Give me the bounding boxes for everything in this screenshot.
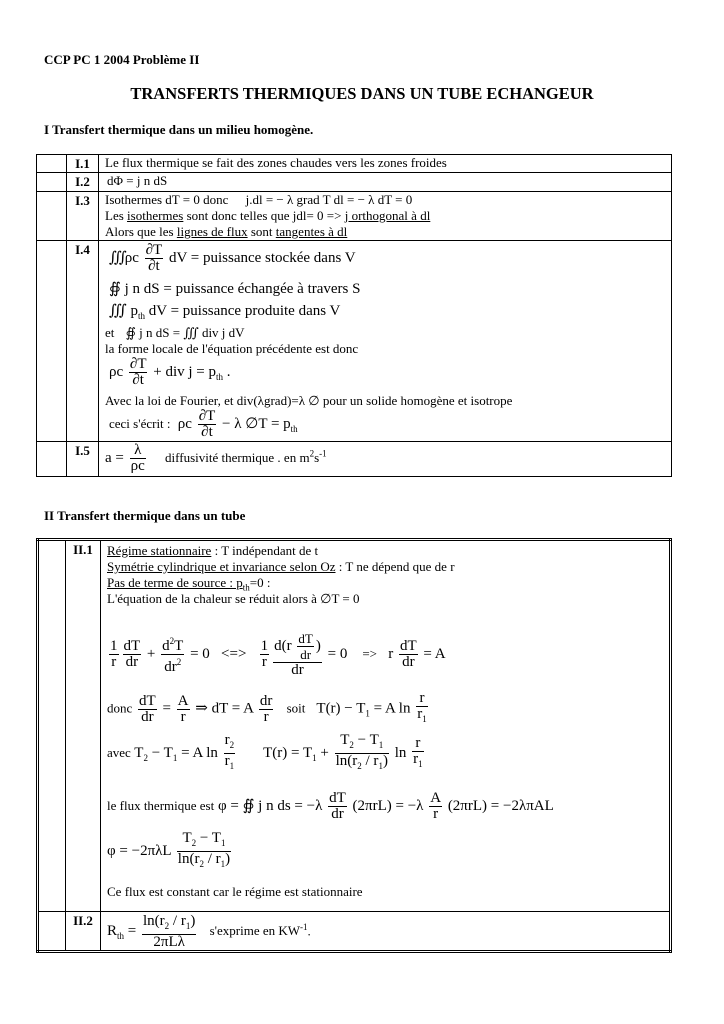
I4-content xyxy=(105,241,671,441)
stored-power-equation: ∭ρc $\frac{\partial T}{\partial t}$ dV = puissance stockée dans V xyxy=(109,242,356,274)
row-label: I.2 xyxy=(67,173,99,192)
text-underlined: j orthogonal à dl xyxy=(344,208,431,223)
diffusivity-line: a = $\frac{\lambda}{\rho c}$ diffusivité thermique . en $m^2s^{-1}$ xyxy=(105,442,327,474)
local-form-text: la forme locale de l'équation précédente est donc xyxy=(105,341,359,356)
local-heat-equation: ρc $\frac{\partial T}{\partial t}$ + div $j = p_{th}$ . xyxy=(109,356,231,388)
fourier-text: Avec la loi de Fourier, et div(λgrad)=λ ∅ pour un solide homogène et isotrope xyxy=(105,393,513,408)
isotherm-equation: j.dl = − λ grad T dl = − λ dT = 0 xyxy=(245,192,413,207)
text: Alors que les xyxy=(105,224,177,239)
laplace-line: L'équation de la chaleur se réduit alors à ∅T = 0 xyxy=(107,591,360,606)
text-underlined: tangentes à dl xyxy=(275,224,348,239)
row-label: II.1 xyxy=(66,540,101,912)
table-row-I1 xyxy=(37,155,672,173)
II1-content xyxy=(107,541,669,911)
isotherm-text: Isothermes dT = 0 donc xyxy=(105,192,229,207)
radial-equation: $\frac{1}{r}$ $\frac{dT}{dr}$ + $\frac{d^2T}{dr^2}$ = 0 <=> $\frac{1}{r}$ d(r $\frac{dT}{dr}$ ) dr = 0 => r $\frac{dT}{dr}$ = A xyxy=(110,631,446,678)
table-part-2 xyxy=(36,538,672,953)
page-title: TRANSFERTS THERMIQUES DANS UN TUBE ECHANGEUR xyxy=(130,84,594,103)
thermal-flux-line: le flux thermique est φ = ∯ j n ds = −λ $\frac{dT}{dr}$ (2πrL) = −λ $\frac{A}{r}$ (2πrL) = −2λπAL xyxy=(107,790,554,822)
document-header: CCP PC 1 2004 Problème II xyxy=(44,52,200,67)
temperature-profile-line: avec $T_2 - T_1 = A$ ln $\frac{r_2}{r_1}$ $T(r) = T_1$ + $\frac{T_2 - T_1}{\ln(r_2 / r_1)}$ ln $\frac{r}{r_1}$ xyxy=(107,732,423,771)
text: Les xyxy=(105,208,128,223)
produced-power-equation: ∭ $p_{th}$ dV = puissance produite dans V xyxy=(109,303,341,321)
table-row-II1 xyxy=(38,540,671,912)
balance-line: et ∯ j n dS = ∭ div j dV xyxy=(105,325,245,340)
row-label: II.2 xyxy=(66,912,101,952)
no-source-line: Pas de terme de source : $p_{th}=0$ : xyxy=(107,575,271,593)
symmetry-line: Symétrie cylindrique et invariance selon Oz : T ne dépend que de r xyxy=(107,559,455,574)
table-row-I3 xyxy=(37,192,672,241)
table-row-II2 xyxy=(38,912,671,952)
thermal-resistance-line: $R_{th}$ = $\frac{\ln(r_2 / r_1)}{\text{2πLλ}}$ s'exprime en $KW^{-1}$. xyxy=(107,913,311,950)
stationary-line: Régime stationnaire : T indépendant de t xyxy=(107,543,319,558)
flux-equation: dΦ = j n dS xyxy=(107,173,168,188)
section-heading-1: I Transfert thermique dans un milieu homogène. xyxy=(44,122,314,137)
text: sont xyxy=(247,224,276,239)
row-label: I.5 xyxy=(67,442,99,477)
text: sont donc telles que jdl= 0 => xyxy=(183,208,345,223)
flux-result-line: φ = −2πλL $\frac{T_2 - T_1}{\ln(r_2 / r_1)}$ xyxy=(107,830,231,869)
text-underlined: isothermes xyxy=(127,208,184,223)
text-underlined: lignes de flux xyxy=(176,224,248,239)
row-label: I.1 xyxy=(67,155,99,173)
table-part-1 xyxy=(36,154,672,477)
exchanged-power-equation: ∯ j n dS = puissance échangée à travers S xyxy=(109,281,361,297)
row-text: Le flux thermique se fait des zones chaudes vers les zones froides xyxy=(105,155,447,170)
row-label: I.3 xyxy=(67,192,99,241)
integration-line: donc $\frac{dT}{dr}$ = $\frac{A}{r}$ ⇒ dT = A $\frac{dr}{r}$ soit $T(r) - T_1 = A$ ln $\frac{r}{r_1}$ xyxy=(107,690,427,725)
heat-equation-line: ceci s'écrit : ρc $\frac{\partial T}{\partial t}$ − λ ∅T = $p_{th}$ xyxy=(109,408,298,440)
table-row-I2 xyxy=(37,173,672,192)
section-heading-2: II Transfert thermique dans un tube xyxy=(44,508,246,523)
table-row-I5 xyxy=(37,442,672,477)
table-row-I4 xyxy=(37,241,672,442)
row-label: I.4 xyxy=(67,241,99,442)
constant-flux-text: Ce flux est constant car le régime est stationnaire xyxy=(107,884,363,899)
